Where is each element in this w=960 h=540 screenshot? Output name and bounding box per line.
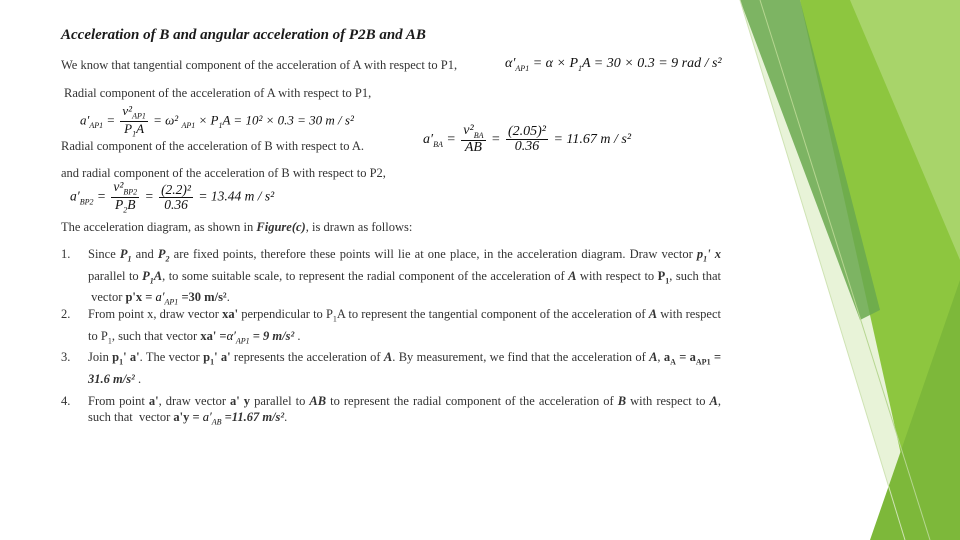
slide-title: Acceleration of B and angular acceleration of P2B and AB	[61, 27, 426, 43]
list-item-text: Since $P_1$ and $P_2$ are fixed points, therefore these points will lie at one place, in the acceleration diagram. Draw vector $p_1'$ x parallel to $P_1A$, to some suitable scale, to represent the radial component of the acceleration of A with respect to $P_1$, such that vector $p'x = a'_{AP1} =30$ m/s².	[88, 247, 722, 307]
list-item-text: From point a', draw vector a' y parallel to AB to represent the radial component of the acceleration of B with respect to A, such that vector $a'y = a'_{AB} =11.67$ m/s².	[88, 394, 721, 427]
list-item-number: 2.	[61, 307, 71, 321]
text-radial-BP2-intro: and radial component of the acceleration of B with respect to P2,	[61, 166, 386, 180]
list-item-number: 3.	[61, 350, 71, 364]
list-item-text: Join $p_1'$ a'. The vector $p_1'$ a' represents the acceleration of A. By measurement, we find that the acceleration of A, $a_A = a_{AP1} = 31.6$ m/s² .	[88, 350, 722, 386]
text-radial-A-intro: Radial component of the acceleration of A with respect to P1,	[64, 86, 372, 100]
equation-radial-A: $a'_{AP1}$ = $\frac{v^2_{AP1}}{P_1A}$ = ω² $_{AP1} \times P_1A = 10^2 \times 0.3 = 30$ m / s²	[80, 103, 354, 139]
text-radial-BA-intro: Radial component of the acceleration of B with respect to A.	[61, 139, 365, 153]
list-item-number: 4.	[61, 394, 71, 408]
list-item-number: 1.	[61, 247, 71, 261]
text-diagram-intro: The acceleration diagram, as shown in Figure(c), is drawn as follows:	[61, 220, 413, 234]
equation-radial-BP2: $a'_{BP2}$ = $\frac{v^2_{BP2}}{P_2B}$ = $\frac{\text{(2.2)²}}{0.36}$ = 13.44 m / s²	[70, 179, 275, 215]
list-item-text: From point x, draw vector xa' perpendicular to $P_1A$ to represent the tangential component of the acceleration of A with respect to $P_1$, such that vector $xa' =\alpha'_{AP1} = 9$ m/s² .	[88, 307, 721, 345]
equation-tangential-acceleration: $\alpha'_{AP1} = \alpha \times P_1A = 30 \times 0.3 = 9$ rad / s²	[505, 56, 722, 73]
text-tangential-intro: We know that tangential component of the acceleration of A with respect to P1,	[61, 58, 458, 72]
equation-radial-BA: $a'_{BA}$ = $\frac{v^2_{BA}}{AB}$ = $\frac{\text{(2.05)²}}{0.36}$ = 11.67 m / s²	[423, 123, 632, 156]
